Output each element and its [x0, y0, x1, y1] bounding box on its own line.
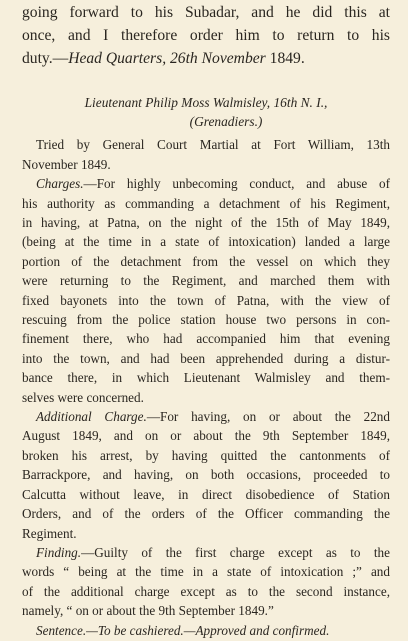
heading-line	[22, 93, 390, 112]
case-heading	[22, 93, 390, 131]
text-line: of the additional charge except as to the second instance,	[22, 583, 390, 599]
text-line: Finding.—Guilty of the first charge except as to the	[36, 544, 390, 560]
text-line	[22, 621, 390, 640]
dateline-year: 1849.	[269, 49, 305, 67]
finding-paragraph	[22, 543, 390, 621]
heading-company: (Grenadiers.)	[189, 114, 263, 130]
additional-charge-paragraph	[22, 407, 390, 543]
text-line: Calcutta without leave, in direct disobedience of Station	[22, 486, 390, 502]
text-line: August 1849, and on or about the 9th September 1849,	[22, 428, 390, 444]
charges-paragraph	[22, 174, 390, 407]
text-line: November 1849.	[22, 156, 111, 172]
charges-label: Charges.	[36, 176, 84, 192]
text-line: his authority as commanding a detachment of his Regiment,	[22, 195, 390, 211]
additional-charge-label: Additional Charge.	[36, 409, 147, 425]
sentence-paragraph	[22, 621, 390, 640]
sentence-text: —To be cashiered.—Approved and confirmed.	[86, 622, 330, 638]
text-line: words “ being at the time in a state of intoxication ;” and	[22, 564, 390, 580]
dateline-day: 26th	[170, 49, 198, 67]
text-line: rescuing from the police station house two persons in con-	[22, 312, 390, 328]
opening-paragraph	[22, 2, 390, 70]
dateline-line: duty.—Head Quarters, 26th November 1849.	[22, 49, 305, 67]
text-line: once, and I therefore order him to return to his	[22, 26, 390, 44]
dateline-month: November	[201, 49, 266, 67]
text-line: broken his arrest, by having quitted the cantonments of	[22, 447, 390, 463]
text-line: going forward to his Subadar, and he did this at	[22, 4, 390, 21]
text-line: namely, “ on or about the 9th September 1849.”	[22, 603, 274, 619]
text-line: Orders, and of the orders of the Officer commanding the	[22, 506, 390, 522]
trial-intro	[22, 135, 390, 174]
text-line: Additional Charge.—For having, on or about the 22nd	[36, 409, 390, 425]
dateline-place: Head Quarters	[68, 49, 163, 67]
text-line: in having, at Patna, on the night of the 15th of May 1849,	[22, 215, 390, 231]
text-line: Barrackpore, and having, on both occasions, proceeded to	[22, 467, 390, 483]
sentence-label: Sentence.	[36, 622, 87, 638]
officer-regiment: 16th N. I.,	[273, 95, 328, 111]
text-line: portion of the detachment from the vessel on which they	[22, 253, 390, 269]
text-line: fixed bayonets into the town of Patna, with the view of	[22, 292, 390, 308]
text-line: Tried by General Court Martial at Fort William, 13th	[36, 137, 390, 153]
text-line: Charges.—For highly unbecoming conduct, and abuse of	[36, 176, 390, 192]
text-line: were returning to the Regiment, and marched them with	[22, 273, 390, 289]
text-line: bance there, in which Lieutenant Walmisley and them-	[22, 370, 390, 386]
text-line: into the town, and had been apprehended during a distur-	[22, 350, 390, 366]
text-line: (being at the time in a state of intoxication) landed a large	[22, 234, 390, 250]
finding-label: Finding.	[36, 544, 82, 560]
text-line: finement there, who had accompanied him that evening	[22, 331, 390, 347]
text-fragment: duty.—	[22, 49, 69, 67]
text-line: Regiment.	[22, 525, 77, 541]
officer-name: Lieutenant Philip Moss Walmisley,	[84, 95, 271, 111]
text-line: selves were concerned.	[22, 389, 144, 405]
